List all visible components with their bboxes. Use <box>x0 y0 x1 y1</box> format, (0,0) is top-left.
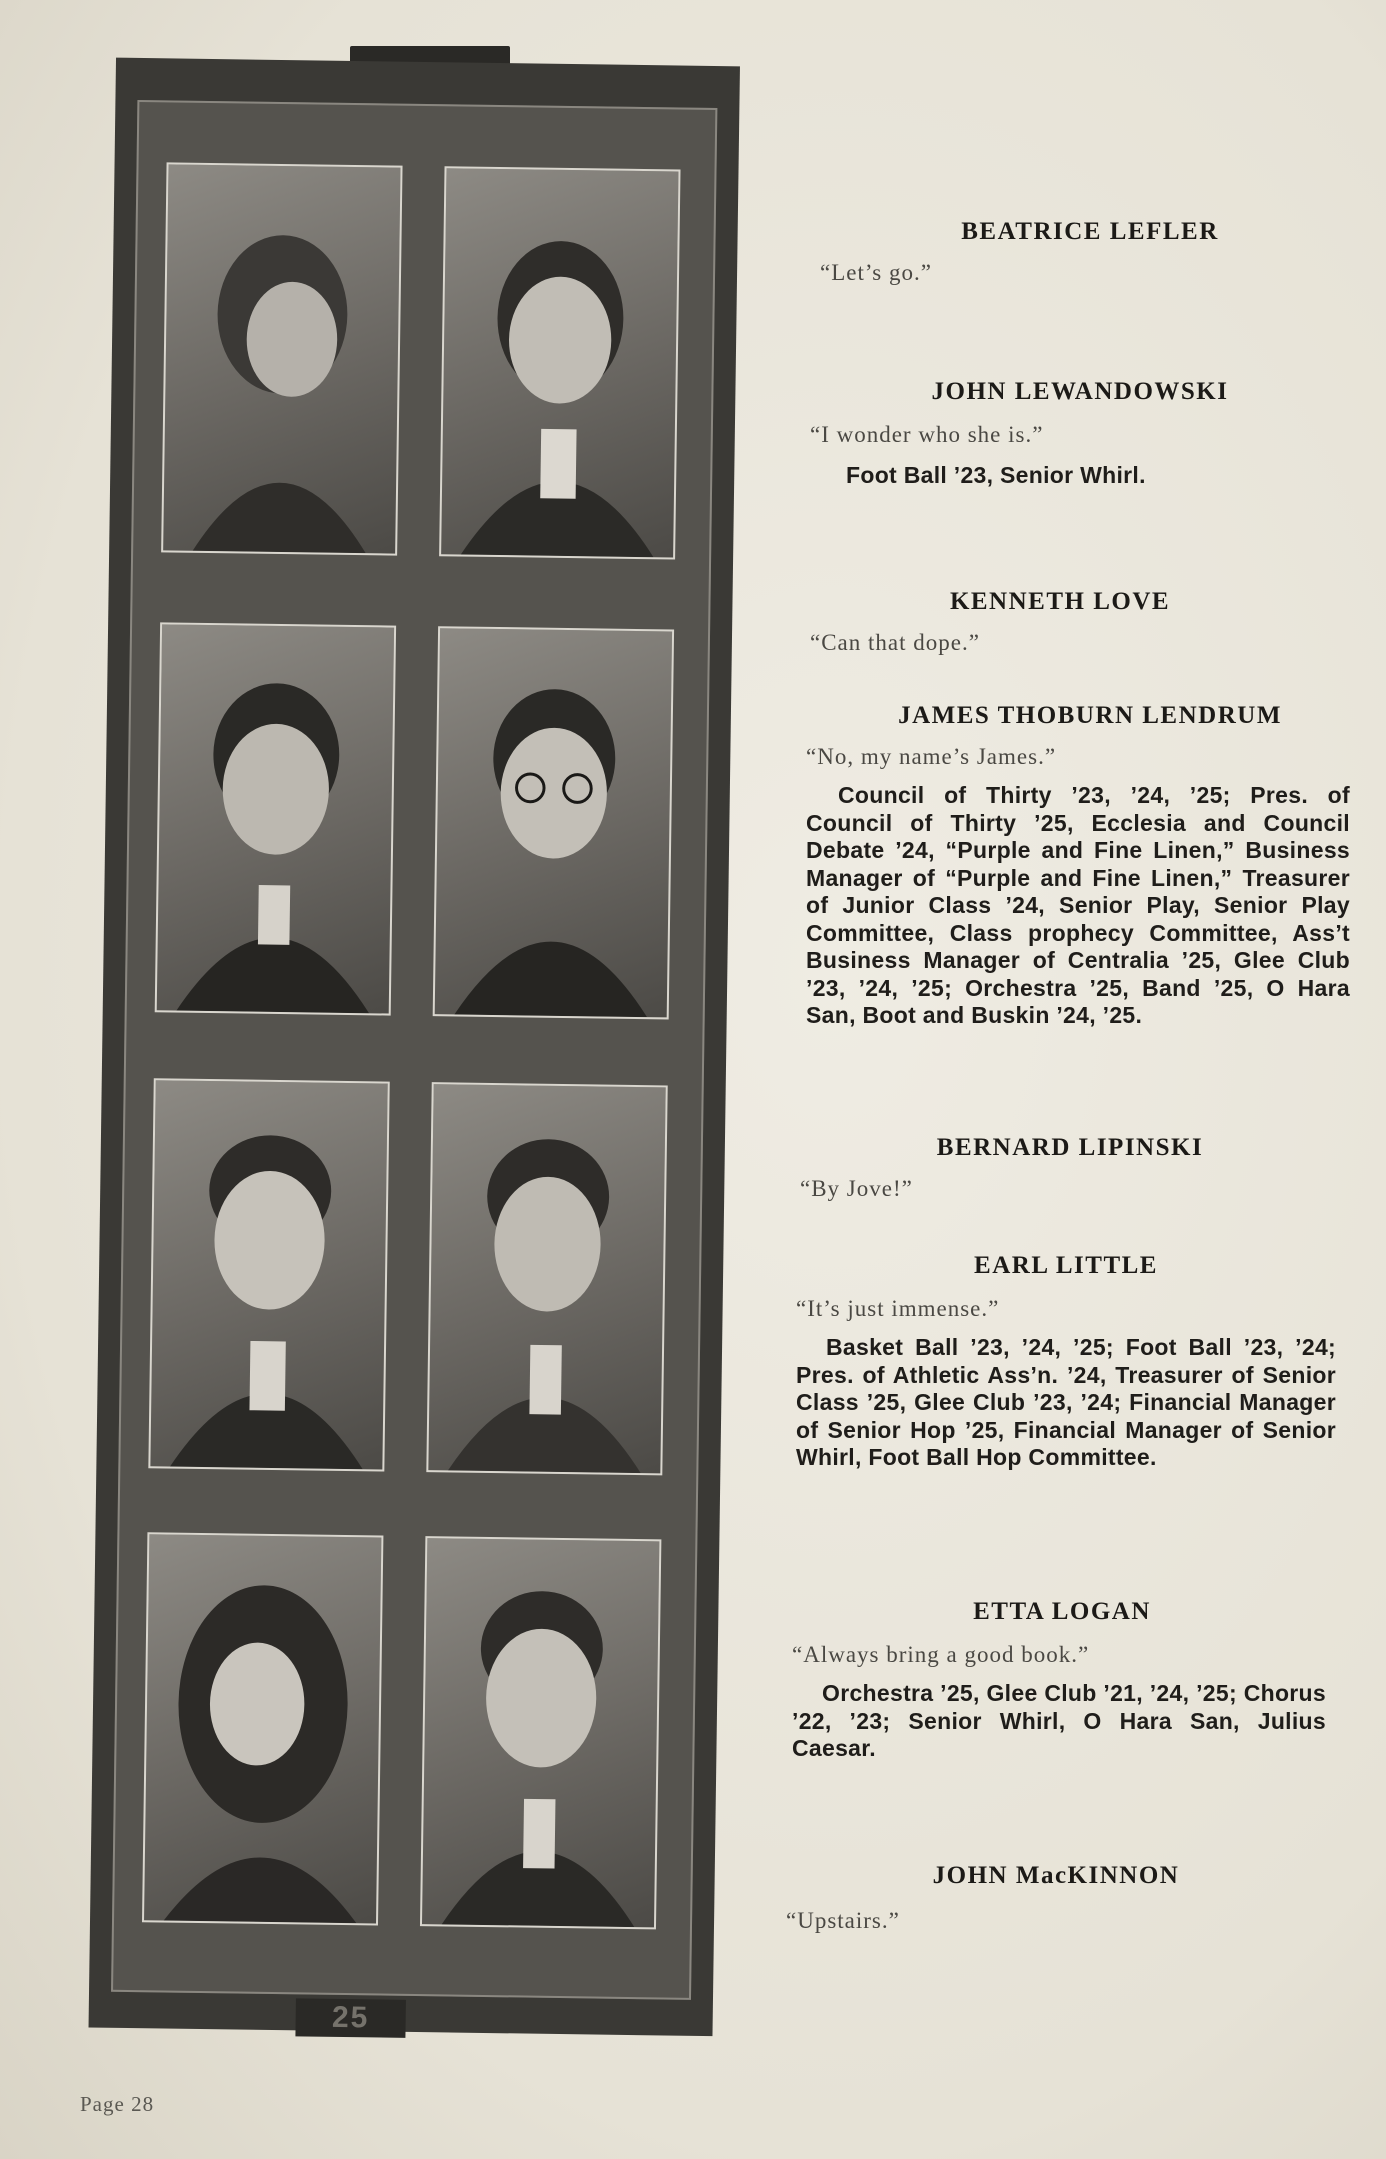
student-name: KENNETH LOVE <box>949 588 1171 615</box>
student-name: ETTA LOGAN <box>973 1598 1151 1625</box>
student-quote: “By Jove!” <box>800 1176 913 1201</box>
student-name: JAMES THOBURN LENDRUM <box>898 702 1282 729</box>
student-name: BEATRICE LEFLER <box>961 218 1219 245</box>
student-quote: “It’s just immense.” <box>796 1296 1000 1321</box>
page-number: Page 28 <box>80 2092 155 2116</box>
student-activities: Council of Thirty ’23, ’24, ’25; Pres. of Council of Thirty ’25, Ecclesia and Council Debate ’24, “Purple and Fine Linen,” Business Manager of “Purple and Fine Linen,” Treasurer of Junior Class ’24, Senior Play, Senior Play Committee, Class prophecy Committee, Ass’t Business Manager of Centralia ’25, Glee Club ’23, ’24, ’25; Orchestra ’25, Band ’25, O Hara San, Boot and Buskin ’24, ’25. <box>806 782 1350 1028</box>
student-name: JOHN MacKINNON <box>932 1862 1180 1889</box>
portrait-kenneth-love <box>155 622 396 1015</box>
entry-beatrice-lefler <box>820 218 1340 286</box>
entry-john-mackinnon <box>786 1862 1326 1934</box>
student-quote: “Can that dope.” <box>810 630 980 655</box>
portrait-earl-little <box>426 1082 667 1475</box>
photo-panel <box>89 58 740 2037</box>
student-quote: “Let’s go.” <box>820 260 932 285</box>
student-name: EARL LITTLE <box>974 1252 1158 1279</box>
portrait-beatrice-lefler <box>161 162 402 555</box>
student-activities: Orchestra ’25, Glee Club ’21, ’24, ’25; Chorus ’22, ’23; Senior Whirl, O Hara San, Julius Caesar. <box>792 1680 1326 1761</box>
student-activities: Basket Ball ’23, ’24, ’25; Foot Ball ’23, ’24; Pres. of Athletic Ass’n. ’24, Treasurer of Senior Class ’25, Glee Club ’23, ’24; Financial Manager of Senior Hop ’25, Financial Manager of Senior Whirl, Foot Ball Hop Committee. <box>796 1334 1336 1470</box>
entry-kenneth-love <box>810 588 1340 656</box>
student-name: JOHN LEWANDOWSKI <box>931 378 1229 405</box>
entry-earl-little <box>796 1252 1336 1472</box>
entry-john-lewandowski <box>810 378 1340 490</box>
student-quote: “Upstairs.” <box>786 1908 900 1933</box>
student-quote: “No, my name’s James.” <box>806 744 1057 769</box>
portrait-james-thoburn-lendrum <box>433 626 674 1019</box>
panel-bottom-tab <box>295 1998 406 2038</box>
entry-james-thoburn-lendrum <box>806 702 1350 1030</box>
photo-panel-inner <box>111 100 717 2000</box>
portrait-john-mackinnon <box>420 1536 661 1929</box>
entry-etta-logan <box>792 1598 1326 1763</box>
entry-bernard-lipinski <box>800 1134 1340 1202</box>
portrait-john-lewandowski <box>439 166 680 559</box>
portrait-etta-logan <box>142 1532 383 1925</box>
year-mark: 25 <box>331 2000 370 2035</box>
student-quote: “Always bring a good book.” <box>792 1642 1090 1667</box>
student-name: BERNARD LIPINSKI <box>936 1134 1204 1161</box>
student-quote: “I wonder who she is.” <box>810 422 1044 447</box>
student-activities: Foot Ball ’23, Senior Whirl. <box>846 462 1146 488</box>
portrait-bernard-lipinski <box>148 1078 389 1471</box>
